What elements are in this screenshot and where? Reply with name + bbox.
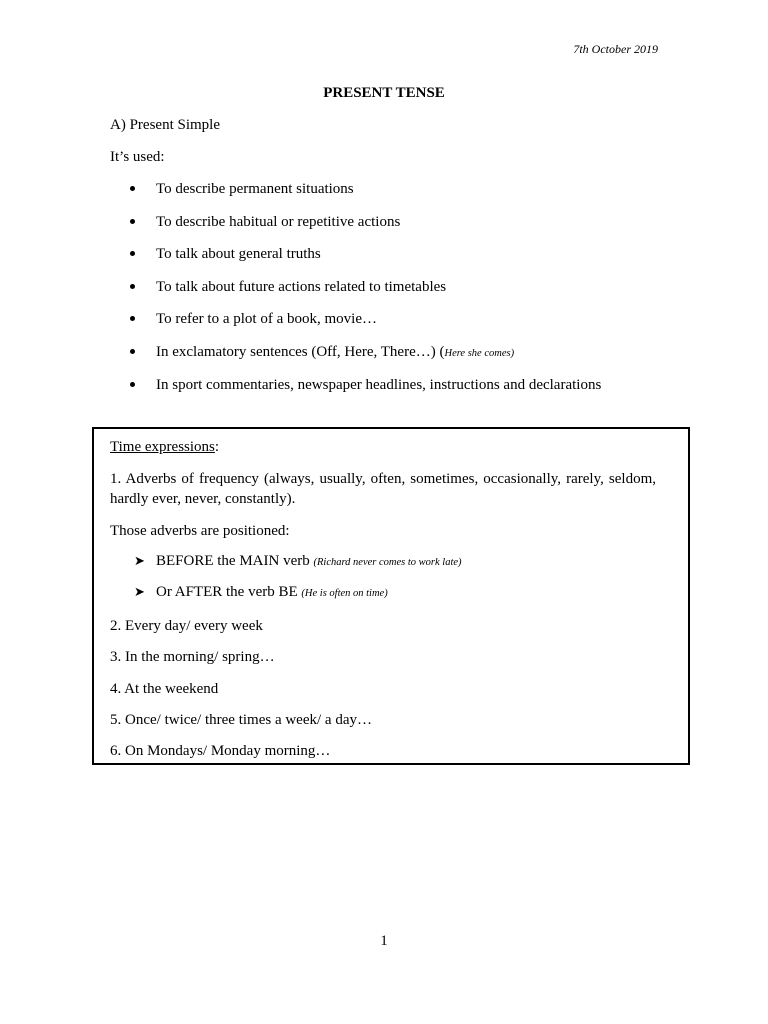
list-item-text: To describe permanent situations: [156, 181, 354, 197]
page-number: 1: [380, 933, 388, 949]
bullet-icon: [130, 349, 135, 354]
bullet-icon: [130, 186, 135, 191]
time-expression-item: 4. At the weekend: [110, 681, 219, 697]
list-item-text: To refer to a plot of a book, movie…: [156, 311, 377, 328]
list-item-text: In sport commentaries, newspaper headlines, instructions and declarations: [156, 376, 602, 393]
positioned-text: Those adverbs are positioned:: [110, 523, 290, 539]
bullet-icon: [130, 316, 135, 321]
list-item: [130, 211, 601, 244]
time-expressions-box: [92, 427, 690, 765]
list-item-text: To talk about general truths: [156, 246, 321, 263]
document-date: 7th October 2019: [573, 42, 658, 56]
arrow-list-item: [134, 584, 388, 601]
frequency-adverbs-item: 1. Adverbs of frequency (always, usually, often, sometimes, occasionally, rarely, seldom, hardly ever, never, constantly).: [110, 471, 656, 507]
box-heading-text: Time expressions: [110, 439, 215, 455]
arrow-item-text: BEFORE the MAIN verb: [156, 553, 314, 569]
bullet-icon: [130, 251, 135, 256]
list-item-text: In exclamatory sentences (Off, Here, There…) (: [156, 343, 445, 360]
bullet-icon: [130, 284, 135, 289]
bullet-icon: [130, 382, 135, 387]
box-heading: [110, 437, 656, 457]
list-item-text: To talk about future actions related to timetables: [156, 278, 447, 295]
list-item: [130, 374, 601, 407]
arrow-bullet-icon: ➤: [134, 553, 145, 568]
box-heading-colon: :: [214, 439, 220, 455]
arrow-item-text: Or AFTER the verb BE: [156, 584, 302, 600]
list-item: [130, 308, 601, 341]
time-expression-item: 6. On Mondays/ Monday morning…: [110, 743, 331, 759]
uses-list: [130, 178, 601, 406]
time-expression-item: 5. Once/ twice/ three times a week/ a day…: [110, 712, 372, 728]
list-item-example: Here she comes): [444, 347, 515, 359]
list-item: [130, 276, 601, 309]
arrow-item-example: (He is often on time): [301, 588, 388, 599]
list-item: [130, 178, 601, 211]
list-item-text: To describe habitual or repetitive actions: [156, 213, 401, 230]
time-expression-item: 3. In the morning/ spring…: [110, 649, 275, 665]
bullet-icon: [130, 219, 135, 224]
arrow-item-example: (Richard never comes to work late): [313, 557, 462, 568]
arrow-bullet-icon: ➤: [134, 584, 145, 599]
time-expression-item: 2. Every day/ every week: [110, 618, 263, 634]
list-item: [130, 341, 601, 374]
page-title: PRESENT TENSE: [323, 85, 445, 101]
arrow-list-item: [134, 553, 462, 570]
section-heading: A) Present Simple: [110, 117, 220, 133]
intro-text: It’s used:: [110, 149, 165, 165]
list-item: [130, 243, 601, 276]
